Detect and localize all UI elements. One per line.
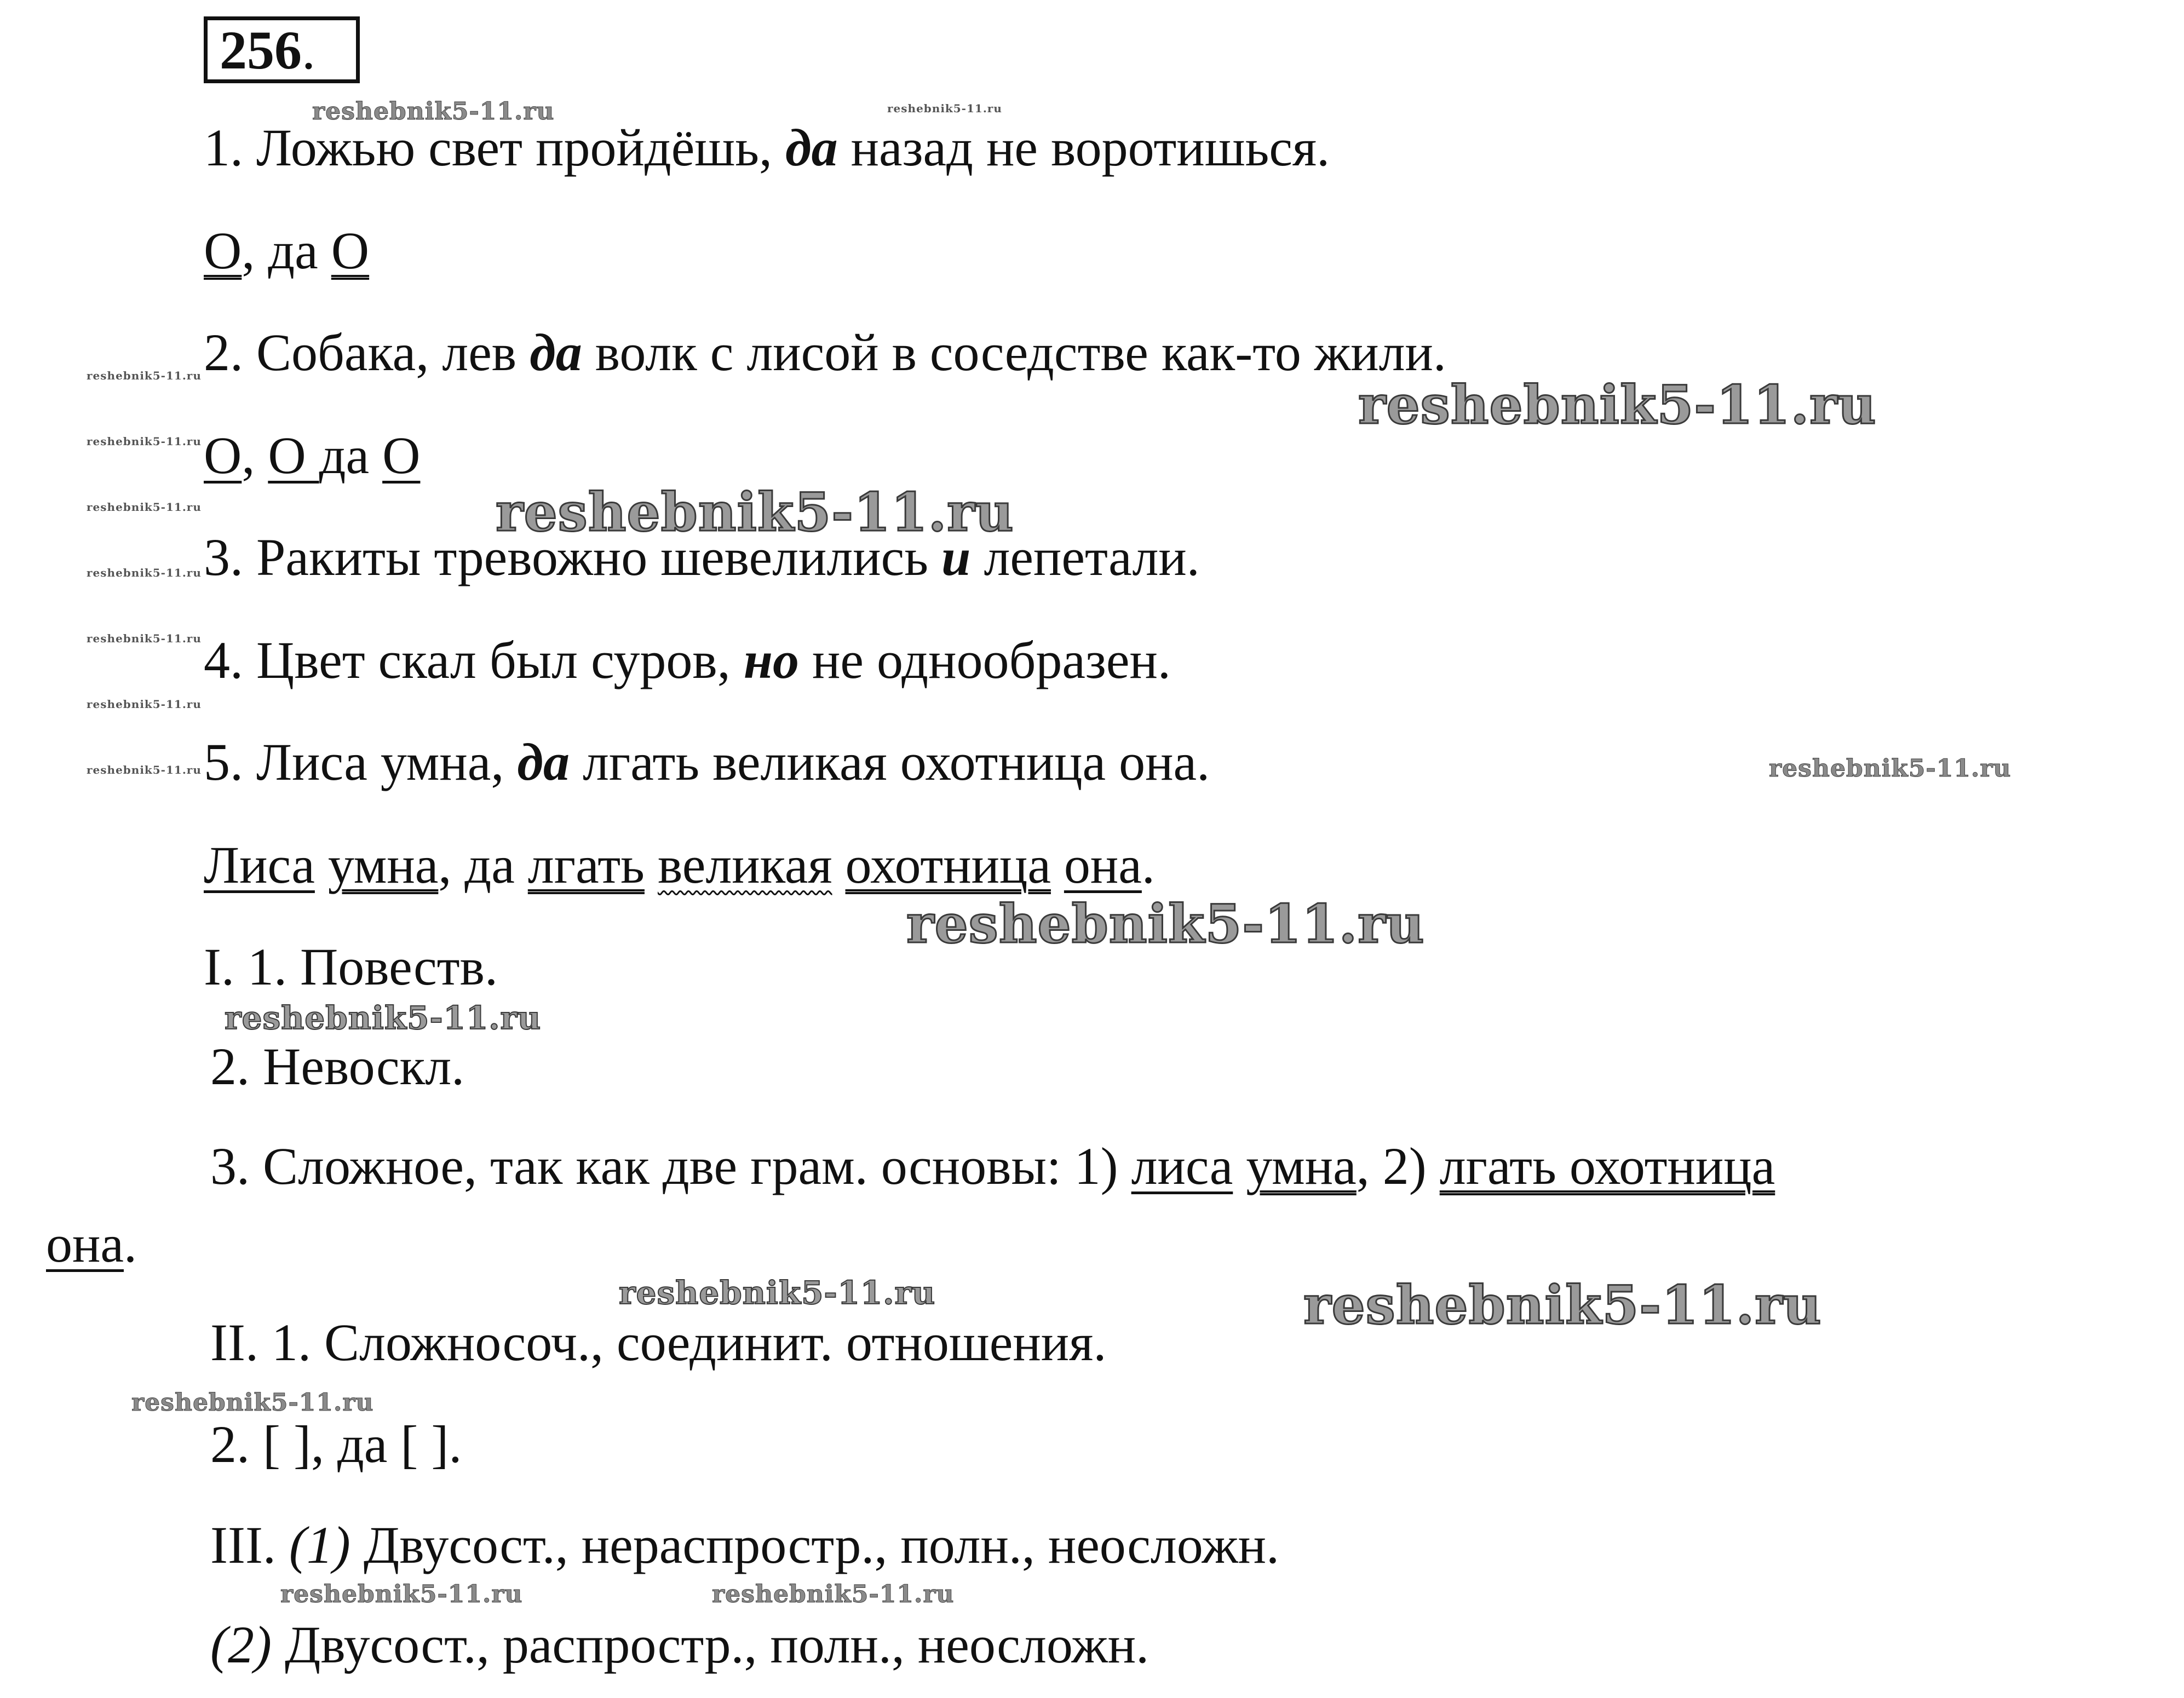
- sentence-3-text-after: лепетали.: [984, 528, 1200, 586]
- sentence-4-conjunction: но: [743, 631, 800, 689]
- watermark: reshebnik5-11.ru: [619, 1274, 936, 1311]
- sentence-2: [204, 323, 1446, 382]
- sentence-1-text-before: Ложью свет пройдёшь,: [256, 118, 772, 177]
- scheme-1-separator: , да: [242, 221, 331, 280]
- scheme-2-member-1: О: [204, 426, 242, 485]
- scheme-2-separator-2: да: [319, 426, 383, 485]
- watermark: reshebnik5-11.ru: [87, 763, 202, 776]
- watermark: reshebnik5-11.ru: [496, 481, 1014, 543]
- scheme-1-member-2: О: [331, 221, 370, 280]
- sentence-4-text-after: не однообразен.: [812, 631, 1171, 689]
- analysis-3-text-1: Двусост., нераспростр., полн., неосложн.: [363, 1516, 1280, 1574]
- sentence-5-text-before: Лиса умна,: [256, 733, 504, 791]
- sentence-1-conjunction: да: [785, 118, 838, 177]
- watermark: reshebnik5-11.ru: [87, 500, 202, 514]
- base-2-subject: она: [46, 1214, 124, 1273]
- sentence-3-conjunction: и: [941, 528, 971, 586]
- watermark: reshebnik5-11.ru: [1769, 755, 2011, 782]
- watermark: reshebnik5-11.ru: [131, 1389, 374, 1417]
- watermark: reshebnik5-11.ru: [87, 369, 202, 382]
- scheme-2: [204, 426, 421, 485]
- parsed-predicate-1: умна: [327, 836, 439, 894]
- base-1-predicate: умна: [1246, 1137, 1357, 1195]
- sentence-4: [204, 631, 1171, 689]
- analysis-3-item-1: [210, 1516, 1280, 1574]
- sentence-2-number: 2.: [204, 323, 243, 382]
- watermark: reshebnik5-11.ru: [87, 435, 202, 448]
- analysis-1-item-3-continuation: [46, 1214, 137, 1273]
- exercise-number-box: [204, 16, 360, 83]
- sentence-5-conjunction: да: [517, 733, 570, 791]
- sentence-5-text-after: лгать великая охотница она.: [582, 733, 1210, 791]
- analysis-1-item-3: [210, 1137, 1775, 1195]
- watermark: reshebnik5-11.ru: [312, 97, 555, 125]
- exercise-number-dot: .: [302, 20, 315, 80]
- watermark: reshebnik5-11.ru: [1358, 374, 1877, 436]
- scheme-2-separator-1: ,: [242, 426, 268, 485]
- analysis-1-item-1: I. 1. Повеств.: [204, 937, 498, 996]
- parsed-predicate-2-noun: охотница: [845, 836, 1051, 894]
- parsed-subject-1: Лиса: [204, 836, 315, 894]
- watermark: reshebnik5-11.ru: [87, 632, 202, 645]
- parsed-sentence: [204, 836, 1155, 894]
- parsed-subject-2: она: [1064, 836, 1142, 894]
- sentence-2-text-after: волк с лисой в соседстве как-то жили.: [595, 323, 1446, 382]
- analysis-3-label-1: (1): [289, 1516, 350, 1574]
- sentence-5-number: 5.: [204, 733, 243, 791]
- parsed-conjunction: , да: [438, 836, 528, 894]
- watermark: reshebnik5-11.ru: [87, 566, 202, 579]
- parsed-sentence-end: .: [1141, 836, 1155, 894]
- sentence-3-number: 3.: [204, 528, 243, 586]
- scheme-2-member-3: О: [382, 426, 421, 485]
- base-1-subject: лиса: [1131, 1137, 1233, 1195]
- sentence-1: [204, 118, 1330, 177]
- watermark: reshebnik5-11.ru: [225, 999, 542, 1037]
- watermark: reshebnik5-11.ru: [280, 1580, 523, 1608]
- sentence-4-text-before: Цвет скал был суров,: [256, 631, 731, 689]
- watermark: reshebnik5-11.ru: [1303, 1274, 1822, 1336]
- analysis-3-roman: III.: [210, 1516, 276, 1574]
- analysis-2-item-2: 2. [ ], да [ ].: [210, 1415, 462, 1473]
- analysis-3-text-2: Двусост., распростр., полн., неосложн.: [284, 1615, 1150, 1674]
- sentence-2-text-before: Собака, лев: [256, 323, 517, 382]
- sentence-2-conjunction: да: [530, 323, 582, 382]
- analysis-1-item-2: 2. Невоскл.: [210, 1037, 465, 1096]
- watermark: reshebnik5-11.ru: [712, 1580, 955, 1608]
- base-separator: , 2): [1356, 1137, 1427, 1195]
- scheme-2-member-2: О: [268, 426, 319, 485]
- analysis-2-item-1: II. 1. Сложносоч., соединит. отношения.: [210, 1313, 1107, 1372]
- base-2-predicate: лгать охотница: [1439, 1137, 1775, 1195]
- exercise-number: 256: [220, 20, 302, 80]
- watermark: reshebnik5-11.ru: [887, 102, 1002, 115]
- analysis-3-label-2: (2): [210, 1615, 272, 1674]
- watermark: reshebnik5-11.ru: [87, 698, 202, 711]
- sentence-4-number: 4.: [204, 631, 243, 689]
- sentence-3-text-before: Ракиты тревожно шевелились: [256, 528, 929, 586]
- scheme-1: [204, 221, 370, 280]
- analysis-1-item-3-prefix: 3. Сложное, так как две грам. основы: 1): [210, 1137, 1118, 1195]
- scheme-1-member-1: О: [204, 221, 242, 280]
- sentence-1-number: 1.: [204, 118, 243, 177]
- sentence-1-text-after: назад не воротишься.: [850, 118, 1330, 177]
- watermark: reshebnik5-11.ru: [906, 893, 1425, 955]
- parsed-attribute: великая: [657, 836, 832, 894]
- parsed-predicate-2-verb: лгать: [527, 836, 645, 894]
- sentence-5: [204, 733, 1210, 791]
- analysis-1-item-3-end: .: [123, 1214, 137, 1273]
- analysis-3-item-2: [210, 1615, 1150, 1674]
